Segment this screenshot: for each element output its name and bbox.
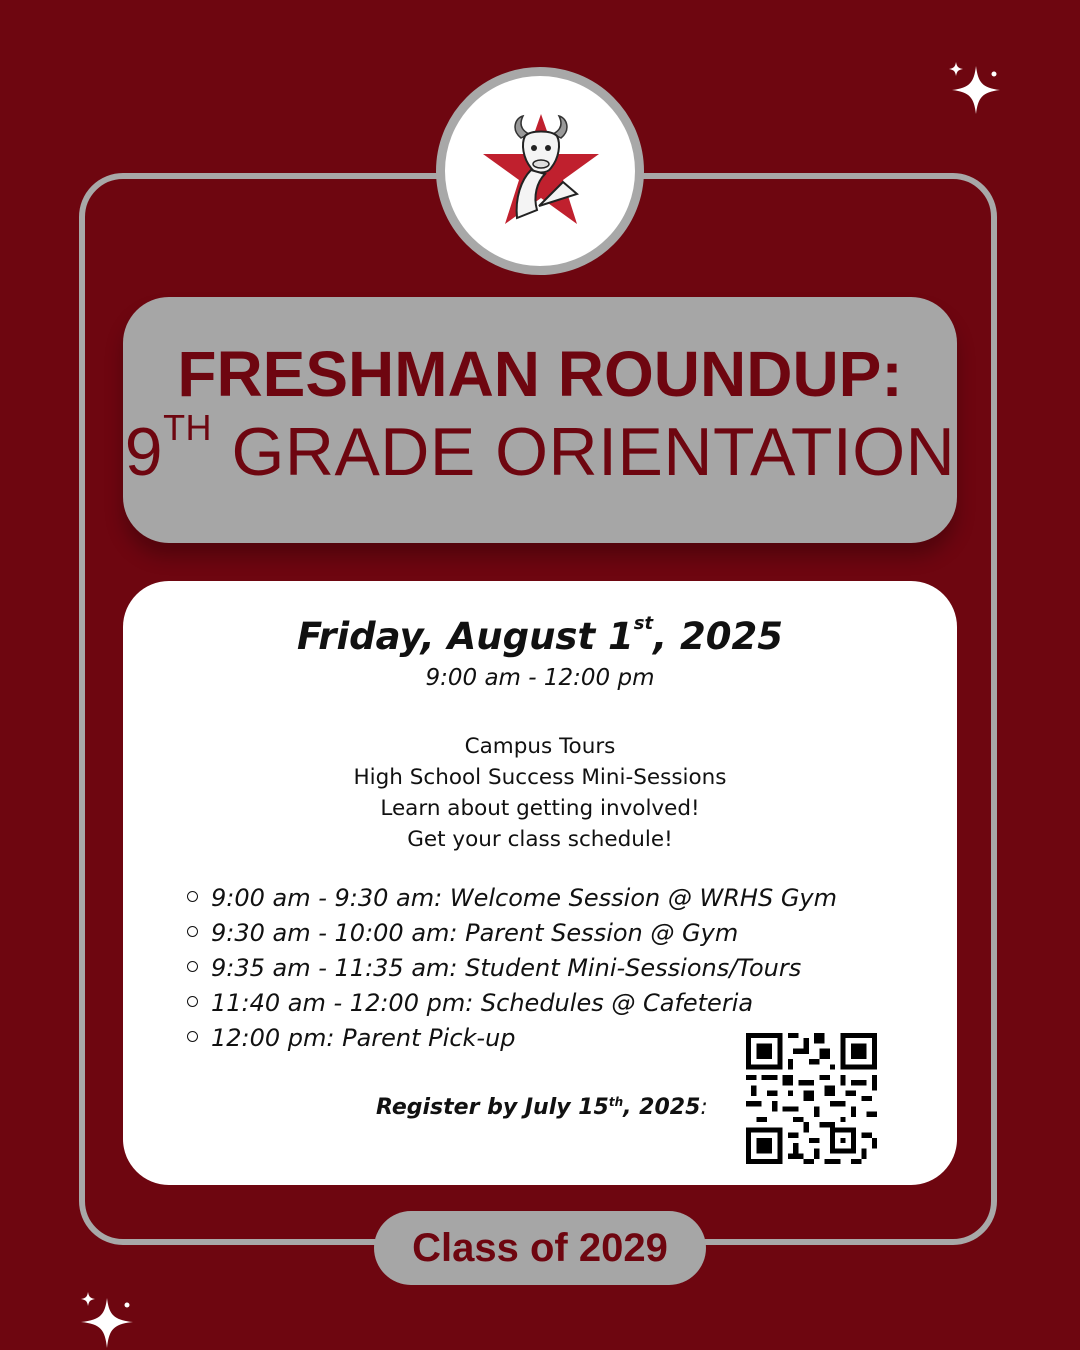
bullet-icon — [187, 1031, 198, 1042]
schedule-item — [187, 1021, 837, 1056]
schedule-item — [187, 881, 837, 916]
title-line-2 — [123, 407, 957, 491]
schedule-item — [187, 986, 837, 1021]
bullet-icon — [187, 891, 198, 902]
grade-suffix: TH — [163, 407, 213, 448]
schedule-item — [187, 916, 837, 951]
logo-badge — [436, 67, 644, 275]
bullet-icon — [187, 961, 198, 972]
schedule-text: 11:40 am - 12:00 pm: Schedules @ Cafeteria — [211, 989, 754, 1017]
date-suffix: st — [633, 613, 654, 634]
schedule-text: 9:35 am - 11:35 am: Student Mini-Sessions/Tours — [211, 954, 802, 982]
date-year: , 2025 — [653, 615, 784, 658]
event-date — [123, 615, 957, 658]
register-text: Register by July 15 — [376, 1095, 609, 1120]
sparkle-icon — [946, 60, 1006, 120]
register-deadline — [376, 1095, 708, 1120]
schedule-item — [187, 951, 837, 986]
sparkle-icon — [77, 1290, 137, 1350]
bullet-icon — [187, 926, 198, 937]
register-colon: : — [700, 1095, 708, 1120]
schedule-text: 9:00 am - 9:30 am: Welcome Session @ WRHS Gym — [211, 884, 837, 912]
event-details-card — [123, 581, 957, 1185]
feature-item: Campus Tours — [464, 734, 616, 759]
bull-star-logo-icon — [481, 110, 601, 230]
date-text: Friday, August 1 — [296, 615, 634, 658]
grade-orientation-text: GRADE ORIENTATION — [212, 414, 956, 490]
schedule-list — [187, 881, 837, 1056]
feature-list — [123, 731, 957, 855]
class-year-badge: Class of 2029 — [374, 1211, 706, 1285]
feature-item: Learn about getting involved! — [380, 796, 700, 821]
schedule-text: 9:30 am - 10:00 am: Parent Session @ Gym — [211, 919, 739, 947]
qr-code-icon[interactable] — [746, 1033, 877, 1164]
register-year: , 2025 — [623, 1095, 701, 1120]
event-time: 9:00 am - 12:00 pm — [425, 665, 655, 691]
bullet-icon — [187, 996, 198, 1007]
feature-item: Get your class schedule! — [407, 827, 673, 852]
schedule-text: 12:00 pm: Parent Pick-up — [211, 1024, 516, 1052]
feature-item: High School Success Mini-Sessions — [353, 765, 727, 790]
grade-number: 9 — [124, 414, 164, 490]
title-banner — [123, 297, 957, 543]
title-line-1: FRESHMAN ROUNDUP: — [177, 338, 903, 410]
register-suffix: th — [608, 1095, 624, 1109]
